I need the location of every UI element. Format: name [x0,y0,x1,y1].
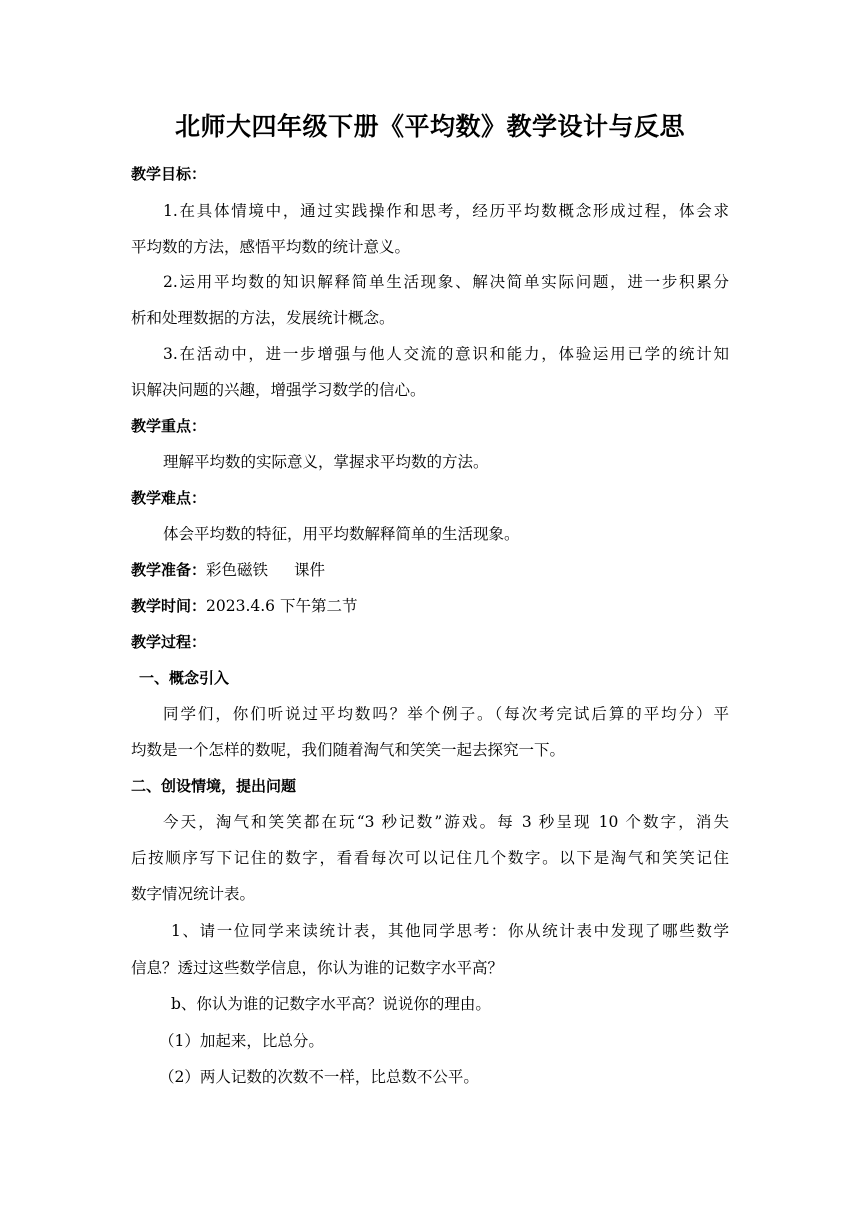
answer-1: （1）加起来，比总分。 [159,1032,324,1050]
key-points-heading: 教学重点： [131,417,207,435]
difficulties-text: 体会平均数的特征，用平均数解释简单的生活现象。 [163,525,520,543]
time-heading: 教学时间： [131,597,207,615]
time-row [131,593,357,619]
section-2-line-2: 后按顺序写下记住的数字，看看每次可以记住几个数字。以下是淘气和笑笑记住 [131,849,729,867]
preparation-item-1: 彩色磁铁 [206,561,269,579]
preparation-heading: 教学准备： [131,561,207,579]
answer-2: （2）两人记数的次数不一样，比总数不公平。 [159,1068,479,1086]
key-points-text: 理解平均数的实际意义，掌握求平均数的方法。 [163,453,489,471]
question-b: b、你认为谁的记数字水平高？说说你的理由。 [171,995,491,1013]
objective-1-line-1: 1.在具体情境中，通过实践操作和思考，经历平均数概念形成过程，体会求 [163,202,729,220]
preparation-row [131,557,325,583]
objective-2-line-1: 2.运用平均数的知识解释简单生活现象、解决简单实际问题，进一步积累分 [163,273,729,291]
objective-2-line-2: 析和处理数据的方法，发展统计概念。 [131,309,395,327]
section-2-line-3: 数字情况统计表。 [131,885,256,903]
difficulties-heading: 教学难点： [131,489,207,507]
question-1-line-1: 1、请一位同学来读统计表，其他同学思考：你从统计表中发现了哪些数学 [171,922,729,940]
section-2-heading: 二、创设情境，提出问题 [131,777,297,795]
section-1-line-2: 均数是一个怎样的数呢，我们随着淘气和笑笑一起去探究一下。 [131,741,566,759]
question-1-line-2: 信息？透过这些数学信息，你认为谁的记数字水平高？ [131,959,504,977]
section-2-line-1: 今天，淘气和笑笑都在玩“3 秒记数”游戏。每 3 秒呈现 10 个数字，消失 [163,813,729,831]
objectives-heading: 教学目标： [131,165,207,183]
objective-1-line-2: 平均数的方法，感悟平均数的统计意义。 [131,238,411,256]
time-text: 2023.4.6 下午第二节 [206,597,358,615]
section-1-line-1: 同学们，你们听说过平均数吗？举个例子。（每次考完试后算的平均分）平 [163,705,729,723]
section-1-heading: 一、概念引入 [139,669,230,687]
objective-3-line-1: 3.在活动中，进一步增强与他人交流的意识和能力，体验运用已学的统计知 [163,345,729,363]
document-title: 北师大四年级下册《平均数》教学设计与反思 [174,112,685,141]
process-heading: 教学过程： [131,633,207,651]
objective-3-line-2: 识解决问题的兴趣，增强学习数学的信心。 [131,381,426,399]
preparation-item-2: 课件 [294,561,326,579]
